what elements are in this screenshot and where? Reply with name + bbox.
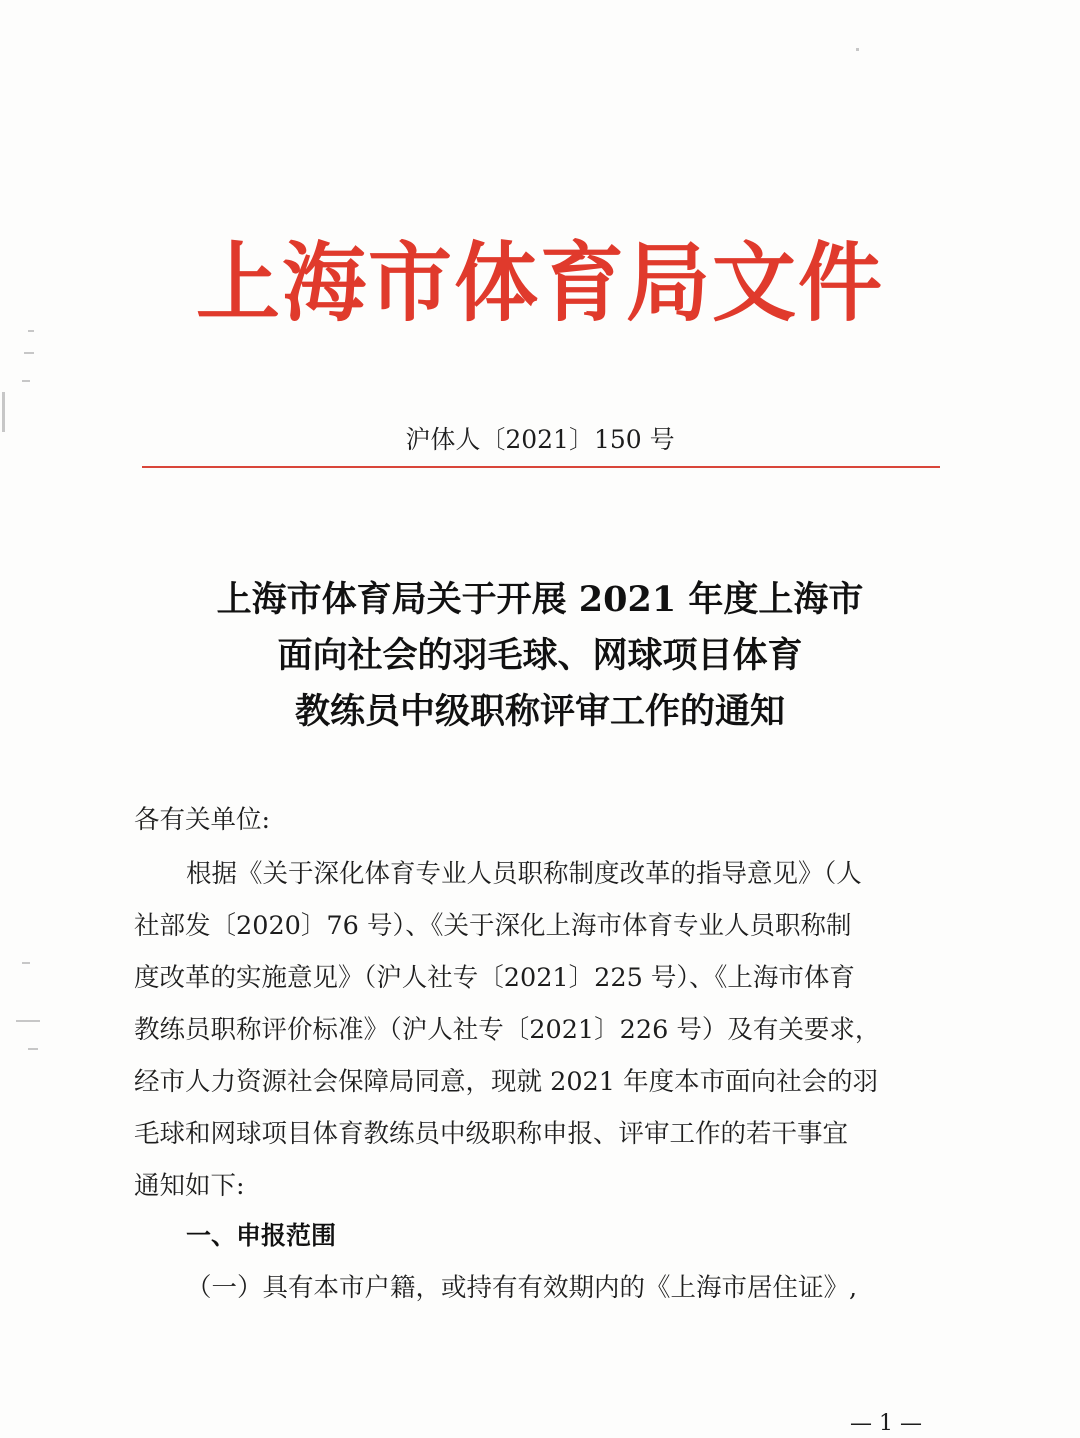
- document-title: [120, 572, 960, 740]
- document-masthead: 上海市体育局文件: [195, 232, 884, 333]
- paragraph-line: 毛球和网球项目体育教练员中级职称申报、评审工作的若干事宜: [134, 1119, 849, 1149]
- title-line: 教练员中级职称评审工作的通知: [294, 691, 785, 732]
- title-line: 上海市体育局关于开展 2021 年度上海市: [216, 579, 864, 620]
- salutation: 各有关单位:: [134, 805, 271, 835]
- paragraph-line: 度改革的实施意见》（沪人社专〔2021〕225 号）、《上海市体育: [134, 963, 855, 993]
- scan-artifact-mark: [16, 1020, 40, 1022]
- scan-artifact-mark: [22, 962, 30, 964]
- paragraph-line: 通知如下:: [134, 1171, 245, 1201]
- scan-artifact-mark: [28, 330, 34, 332]
- paragraph-line: 经市人力资源社会保障局同意，现就 2021 年度本市面向社会的羽: [134, 1067, 879, 1097]
- paragraph-line: 教练员职称评价标准》（沪人社专〔2021〕226 号）及有关要求，: [134, 1015, 881, 1045]
- list-item: （一）具有本市户籍，或持有有效期内的《上海市居住证》,: [186, 1273, 858, 1303]
- scan-artifact-mark: [24, 352, 34, 354]
- paragraph-line: 根据《关于深化体育专业人员职称制度改革的指导意见》（人: [186, 859, 862, 889]
- masthead-divider-line: [142, 466, 940, 468]
- scan-artifact-mark: [2, 392, 5, 432]
- page-number: — 1 —: [850, 1411, 922, 1436]
- document-number: 沪体人〔2021〕150 号: [405, 425, 675, 454]
- paragraph-line: 社部发〔2020〕76 号）、《关于深化上海市体育专业人员职称制: [134, 911, 852, 941]
- body-paragraph: [134, 848, 934, 1212]
- title-line: 面向社会的羽毛球、网球项目体育: [277, 635, 803, 676]
- section-heading: 一、申报范围: [186, 1221, 337, 1250]
- scan-artifact-mark: [856, 48, 859, 51]
- scan-artifact-mark: [28, 1048, 38, 1050]
- scan-artifact-mark: [22, 380, 30, 382]
